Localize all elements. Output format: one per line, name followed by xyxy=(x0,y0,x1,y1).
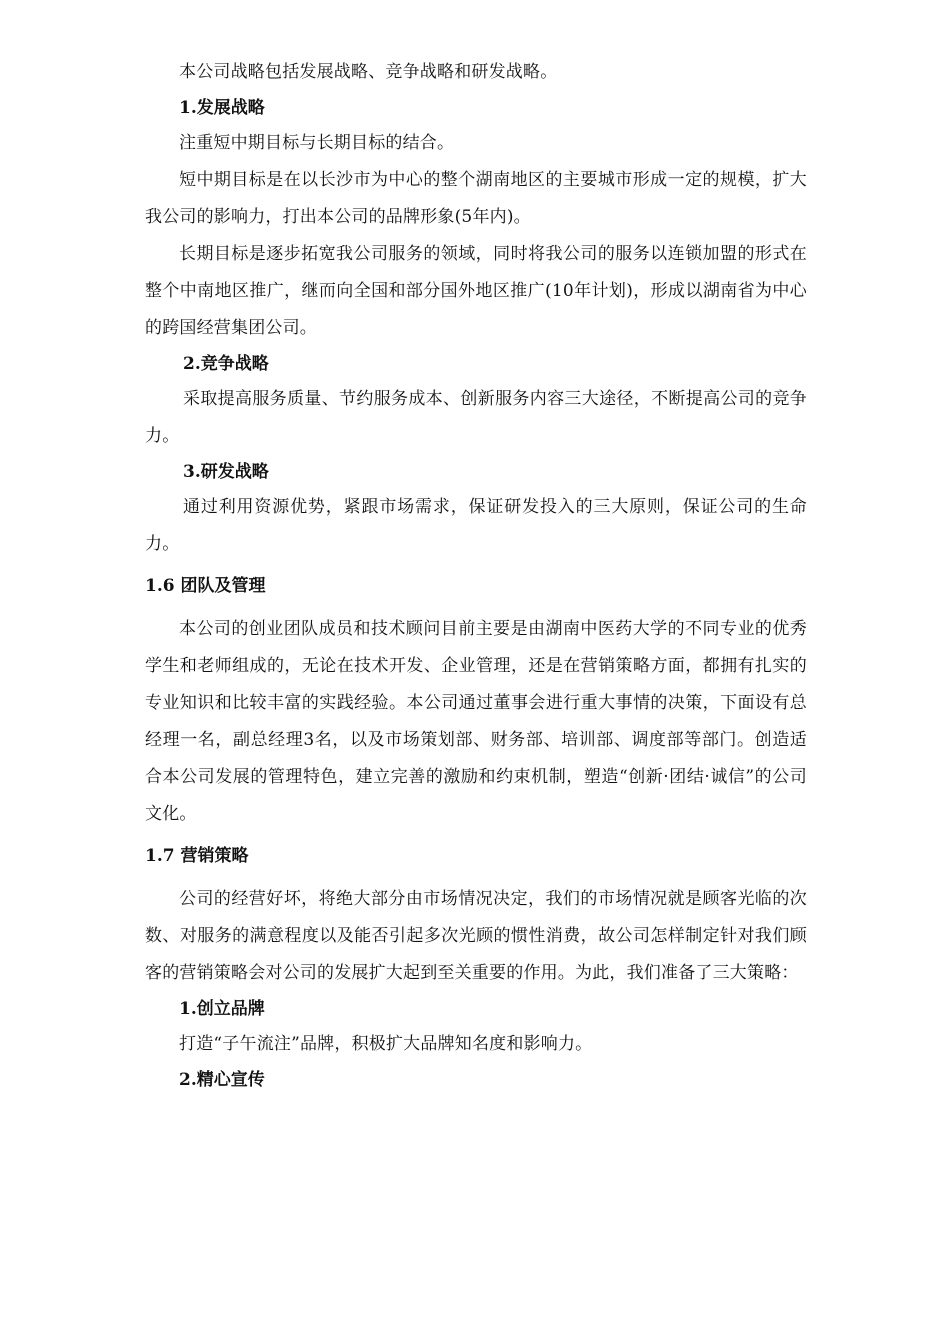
heading-promotion: 2.精心宣传 xyxy=(179,1070,265,1090)
intro-paragraph: 本公司战略包括发展战略、竞争战略和研发战略。 xyxy=(179,62,558,82)
section-marketing-strategy: 1.7 营销策略 xyxy=(145,846,249,866)
heading-rd-strategy: 3.研发战略 xyxy=(183,462,269,482)
development-paragraph-3: 长期目标是逐步拓宽我公司服务的领域，同时将我公司的服务以连锁加盟的形式在整个中南地区推广，继而向全国和部分国外地区推广(10年计划)，形成以湖南省为中心的跨国经营集团公司。 xyxy=(145,244,807,338)
section-team-management: 1.6 团队及管理 xyxy=(145,576,266,596)
brand-paragraph: 打造“子午流注”品牌，积极扩大品牌知名度和影响力。 xyxy=(179,1034,593,1054)
development-paragraph-2: 短中期目标是在以长沙市为中心的整个湖南地区的主要城市形成一定的规模，扩大我公司的影响力，打出本公司的品牌形象(5年内)。 xyxy=(145,170,807,227)
marketing-paragraph: 公司的经营好坏，将绝大部分由市场情况决定，我们的市场情况就是顾客光临的次数、对服务的满意程度以及能否引起多次光顾的惯性消费，故公司怎样制定针对我们顾客的营销策略会对公司的发展扩大起到至关重要的作用。为此，我们准备了三大策略： xyxy=(145,889,807,983)
competition-paragraph: 采取提高服务质量、节约服务成本、创新服务内容三大途径，不断提高公司的竞争力。 xyxy=(145,389,807,446)
heading-development-strategy: 1.发展战略 xyxy=(179,98,265,118)
document-page xyxy=(145,54,807,1097)
development-paragraph-1: 注重短中期目标与长期目标的结合。 xyxy=(179,133,455,153)
heading-create-brand: 1.创立品牌 xyxy=(179,999,265,1019)
heading-competition-strategy: 2.竞争战略 xyxy=(183,354,269,374)
rd-paragraph: 通过利用资源优势，紧跟市场需求，保证研发投入的三大原则，保证公司的生命力。 xyxy=(145,497,807,554)
team-paragraph: 本公司的创业团队成员和技术顾问目前主要是由湖南中医药大学的不同专业的优秀学生和老师组成的，无论在技术开发、企业管理，还是在营销策略方面，都拥有扎实的专业知识和比较丰富的实践经验。本公司通过董事会进行重大事情的决策，下面设有总经理一名，副总经理3名，以及市场策划部、财务部、培训部、调度部等部门。创造适合本公司发展的管理特色，建立完善的激励和约束机制，塑造“创新·团结·诚信”的公司文化。 xyxy=(145,619,807,824)
